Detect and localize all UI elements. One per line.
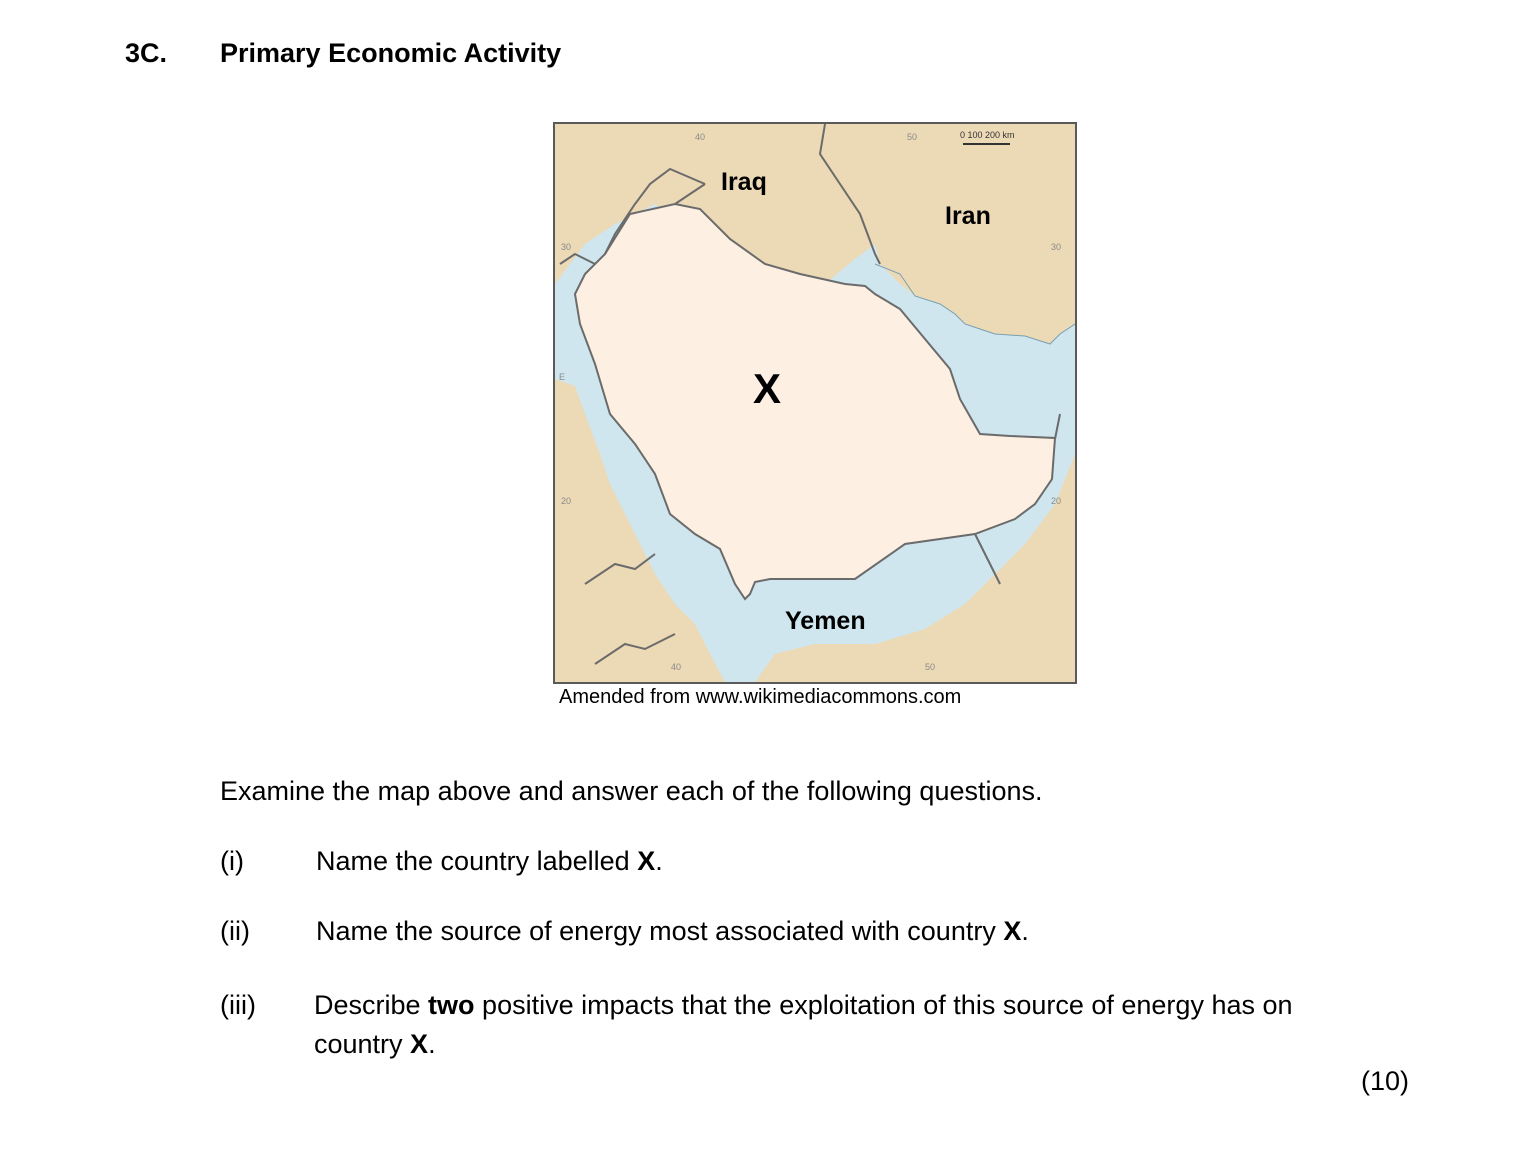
item-3-text: Describe two positive impacts that the exploitation of this source of energy has on country X. bbox=[314, 990, 1293, 1059]
tick-left-30: 30 bbox=[561, 242, 572, 252]
tick-left-20: 20 bbox=[561, 496, 572, 506]
map bbox=[553, 122, 1077, 684]
item-1-number: (i) bbox=[220, 846, 244, 876]
tick-bottom-40: 40 bbox=[671, 662, 682, 672]
item-3-number: (iii) bbox=[220, 990, 256, 1020]
intro-text: Examine the map above and answer each of the following questions. bbox=[220, 776, 1043, 806]
tick-left-e: E bbox=[559, 372, 566, 382]
question-number: 3C. bbox=[125, 38, 168, 68]
tick-bottom-50: 50 bbox=[925, 662, 936, 672]
map-svg bbox=[555, 124, 1075, 682]
map-source: Amended from www.wikimediacommons.com bbox=[559, 686, 962, 708]
tick-top-50: 50 bbox=[907, 132, 918, 142]
label-iraq: Iraq bbox=[721, 168, 767, 196]
item-1-text: Name the country labelled X. bbox=[316, 846, 663, 876]
question-title: Primary Economic Activity bbox=[220, 38, 562, 68]
scale-label: 0 100 200 km bbox=[960, 130, 1015, 140]
tick-top-40: 40 bbox=[695, 132, 706, 142]
item-2-text: Name the source of energy most associated with country X. bbox=[316, 916, 1029, 946]
tick-right-30: 30 bbox=[1051, 242, 1062, 252]
label-yemen: Yemen bbox=[785, 607, 866, 635]
item-2-number: (ii) bbox=[220, 916, 250, 946]
label-x: X bbox=[753, 365, 782, 412]
tick-right-20: 20 bbox=[1051, 496, 1062, 506]
marks-allocation: (10) bbox=[1360, 1066, 1409, 1096]
label-iran: Iran bbox=[945, 202, 991, 230]
